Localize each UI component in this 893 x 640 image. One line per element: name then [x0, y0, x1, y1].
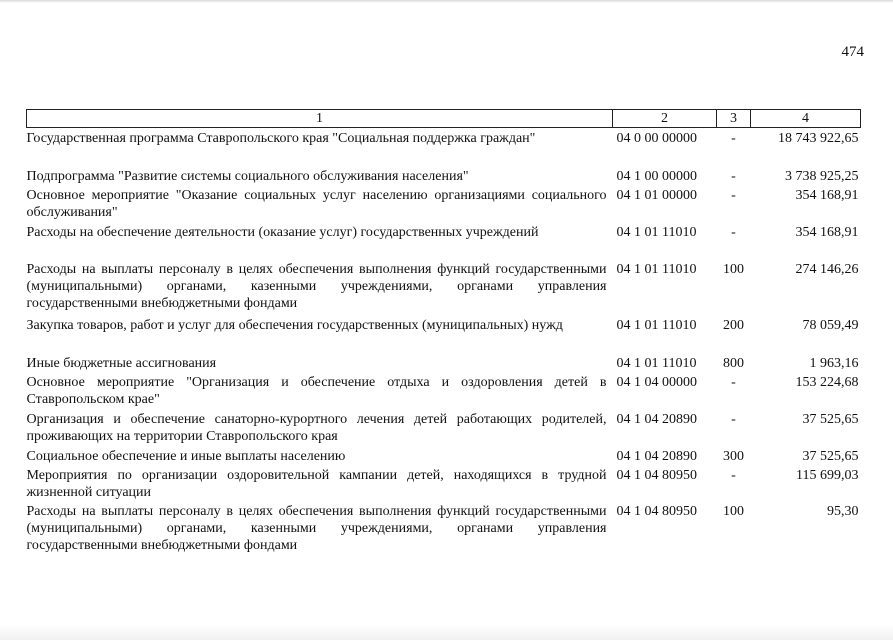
- row-name: Расходы на обеспечение деятельности (оказание услуг) государственных учреждений: [26, 224, 539, 240]
- table-header-row: [27, 110, 861, 128]
- table-row: [27, 446, 861, 465]
- row-name: Расходы на выплаты персоналу в целях обеспечения выполнения функций государственными (муниципальными) органами, казенными учреждениями, органами управления государственными внебюджетными фондами: [26, 503, 607, 553]
- row-amount: 95,30: [827, 503, 859, 519]
- row-name: Мероприятия по организации оздоровительной кампании детей, находящихся в трудной жизненной ситуации: [26, 467, 607, 500]
- table-row: [27, 409, 861, 446]
- row-type: 200: [723, 317, 744, 333]
- row-code: 04 1 01 00000: [616, 187, 697, 203]
- scan-edge-top: [0, 0, 893, 3]
- row-amount: 1 963,16: [809, 355, 859, 371]
- row-name: Основное мероприятие "Оказание социальных услуг населению организациями социального обслуживания": [26, 187, 607, 220]
- row-type: 300: [723, 448, 744, 464]
- scan-edge-bottom: [0, 624, 893, 640]
- row-name: Иные бюджетные ассигнования: [26, 355, 217, 371]
- row-type: -: [731, 411, 736, 427]
- table-row: [27, 315, 861, 353]
- row-code: 04 1 04 80950: [616, 503, 697, 519]
- row-code: 04 1 04 20890: [616, 448, 697, 464]
- row-code: 04 1 01 11010: [616, 261, 697, 277]
- table-row: [27, 185, 861, 222]
- budget-table: [26, 109, 861, 556]
- row-type: -: [731, 187, 736, 203]
- row-type: 800: [723, 355, 744, 371]
- row-code: 04 1 01 11010: [616, 224, 697, 240]
- table-row: [27, 501, 861, 556]
- row-name: Основное мероприятие "Организация и обеспечение отдыха и оздоровления детей в Ставропольском крае": [26, 374, 607, 407]
- row-code: 04 1 01 11010: [616, 355, 697, 371]
- row-amount: 78 059,49: [802, 317, 859, 333]
- header-col-2: 2: [613, 110, 717, 128]
- header-col-3: 3: [717, 110, 751, 128]
- row-amount: 37 525,65: [802, 448, 859, 464]
- row-name: Социальное обеспечение и иные выплаты населению: [26, 448, 346, 464]
- header-col-1: 1: [27, 110, 613, 128]
- row-type: -: [731, 131, 736, 146]
- row-name: Организация и обеспечение санаторно-курортного лечения детей работающих родителей, проживающих на территории Ставропольского края: [26, 411, 607, 444]
- row-code: 04 1 04 80950: [616, 467, 697, 483]
- row-amount: 3 738 925,25: [785, 168, 859, 184]
- row-amount: 37 525,65: [802, 411, 859, 427]
- row-type: -: [731, 467, 736, 483]
- row-type: -: [731, 168, 736, 184]
- row-name: Государственная программа Ставропольского края "Социальная поддержка граждан": [26, 131, 536, 146]
- row-name: Закупка товаров, работ и услуг для обеспечения государственных (муниципальных) нужд: [26, 317, 563, 333]
- row-amount: 115 699,03: [796, 467, 859, 483]
- table-row: [27, 128, 861, 166]
- row-type: -: [731, 374, 736, 390]
- row-name: Подпрограмма "Развитие системы социального обслуживания населения": [26, 168, 469, 184]
- row-code: 04 1 01 11010: [616, 317, 697, 333]
- row-amount: 274 146,26: [795, 261, 859, 277]
- table-row: [27, 166, 861, 185]
- row-amount: 153 224,68: [795, 374, 859, 390]
- page-number: 474: [841, 44, 864, 60]
- row-amount: 18 743 922,65: [778, 131, 859, 146]
- table-row: [27, 259, 861, 315]
- table-row: [27, 465, 861, 501]
- row-amount: 354 168,91: [795, 187, 859, 203]
- row-amount: 354 168,91: [795, 224, 859, 240]
- header-col-4: 4: [751, 110, 861, 128]
- table-row: [27, 372, 861, 409]
- row-code: 04 1 04 20890: [616, 411, 697, 427]
- table-row: [27, 353, 861, 372]
- row-type: 100: [723, 503, 744, 519]
- row-code: 04 0 00 00000: [616, 131, 697, 146]
- table-row: [27, 222, 861, 259]
- row-type: -: [731, 224, 736, 240]
- row-type: 100: [723, 261, 744, 277]
- row-name: Расходы на выплаты персоналу в целях обеспечения выполнения функций государственными (муниципальными) органами, казенными учреждениями, органами управления государственными внебюджетными фондами: [26, 261, 607, 311]
- row-code: 04 1 04 00000: [616, 374, 697, 390]
- row-code: 04 1 00 00000: [616, 168, 697, 184]
